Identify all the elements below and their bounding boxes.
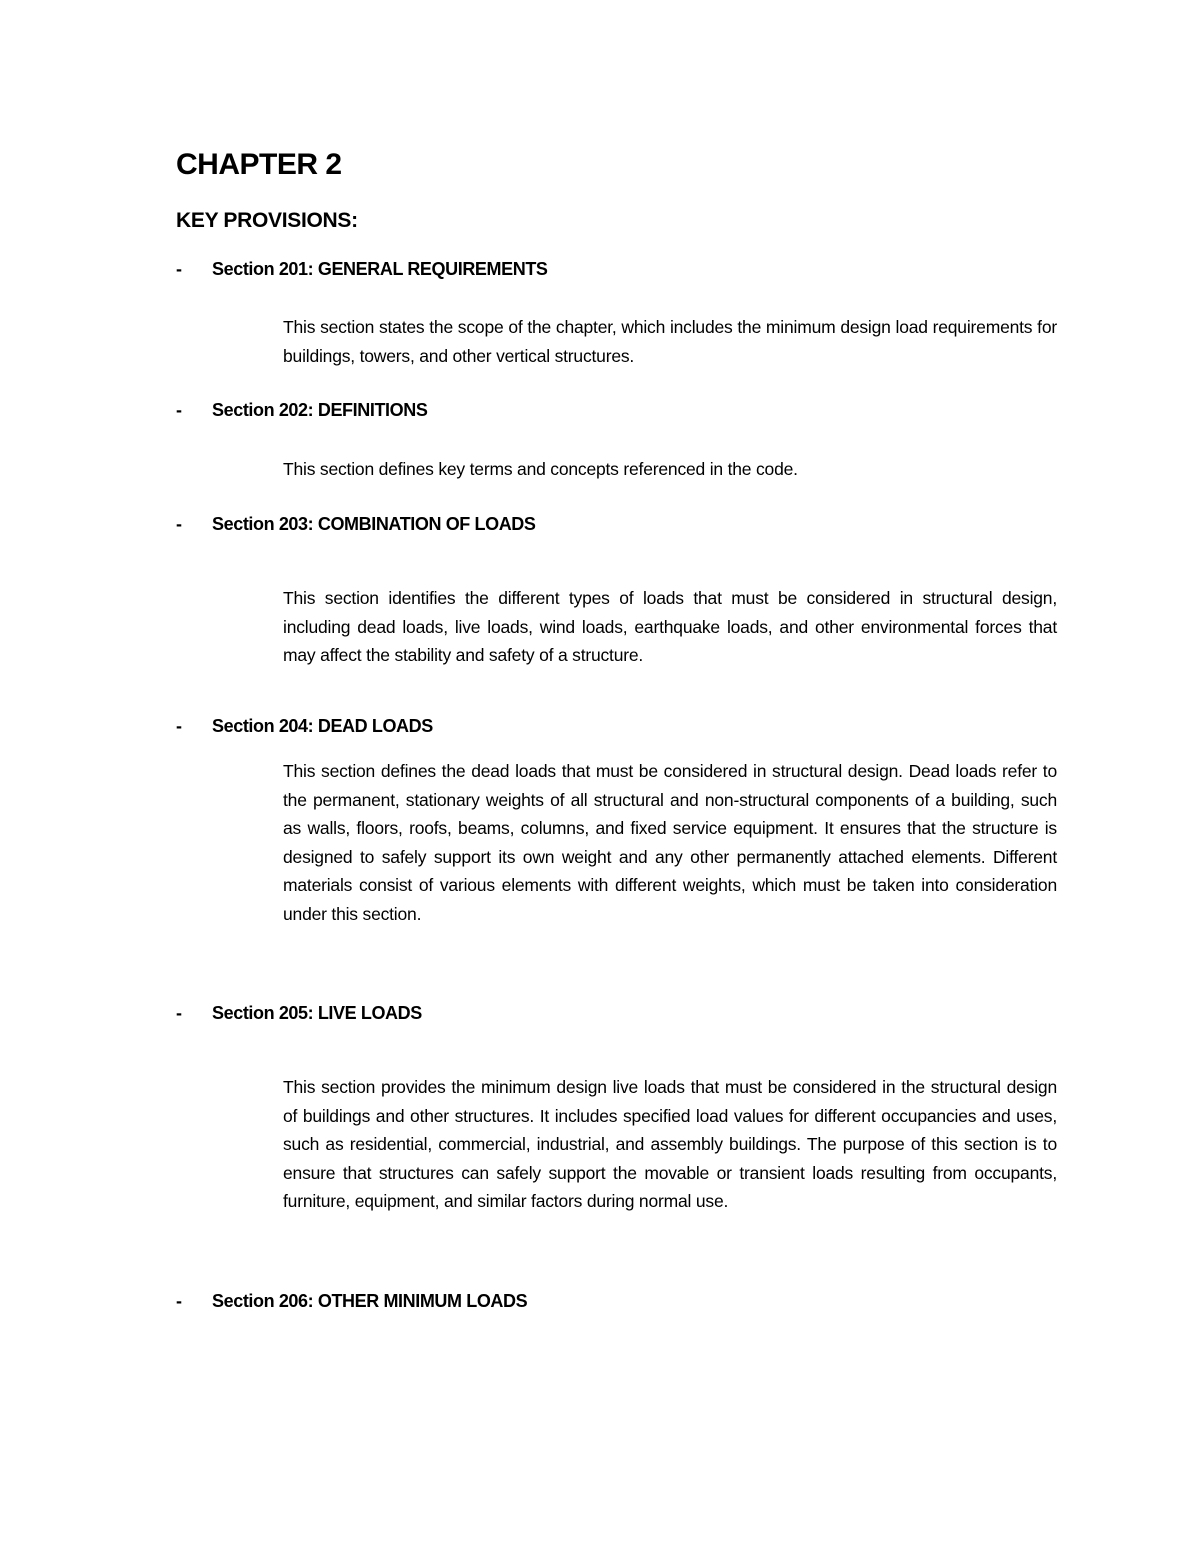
section-heading-text: Section 203: COMBINATION OF LOADS	[212, 514, 536, 534]
section-202-heading	[176, 397, 427, 423]
chapter-title: CHAPTER 2	[176, 148, 342, 181]
section-heading-text: Section 205: LIVE LOADS	[212, 1003, 422, 1023]
bullet-dash: -	[176, 716, 182, 736]
bullet-dash: -	[176, 400, 182, 420]
bullet-dash: -	[176, 1291, 182, 1311]
section-201-body: This section states the scope of the chapter, which includes the minimum design load requirements for buildings, towers, and other vertical structures.	[283, 317, 1057, 366]
bullet-dash: -	[176, 514, 182, 534]
section-202-body: This section defines key terms and concepts referenced in the code.	[283, 459, 798, 479]
section-203-heading	[176, 511, 536, 537]
section-201-heading	[176, 256, 548, 282]
section-203-body: This section identifies the different types of loads that must be considered in structural design, including dead loads, live loads, wind loads, earthquake loads, and other environmental forces that may affect the stability and safety of a structure.	[283, 588, 1057, 665]
section-heading-text: Section 206: OTHER MINIMUM LOADS	[212, 1291, 528, 1311]
bullet-dash: -	[176, 1003, 182, 1023]
bullet-dash: -	[176, 259, 182, 279]
section-204-body: This section defines the dead loads that must be considered in structural design. Dead loads refer to the permanent, stationary weights of all structural and non-structural components of a building, such as walls, floors, roofs, beams, columns, and fixed service equipment. It ensures that the structure is designed to safely support its own weight and any other permanently attached elements. Different materials consist of various elements with different weights, which must be taken into consideration under this section.	[283, 761, 1057, 924]
section-205-body: This section provides the minimum design live loads that must be considered in the structural design of buildings and other structures. It includes specified load values for different occupancies and uses, such as residential, commercial, industrial, and assembly buildings. The purpose of this section is to ensure that structures can safely support the movable or transient loads resulting from occupants, furniture, equipment, and similar factors during normal use.	[283, 1077, 1057, 1211]
key-provisions-heading: KEY PROVISIONS:	[176, 209, 358, 232]
section-205-heading	[176, 1000, 422, 1026]
section-heading-text: Section 202: DEFINITIONS	[212, 400, 428, 420]
section-206-heading	[176, 1288, 527, 1314]
section-heading-text: Section 201: GENERAL REQUIREMENTS	[212, 259, 548, 279]
section-heading-text: Section 204: DEAD LOADS	[212, 716, 433, 736]
section-204-heading	[176, 713, 433, 739]
